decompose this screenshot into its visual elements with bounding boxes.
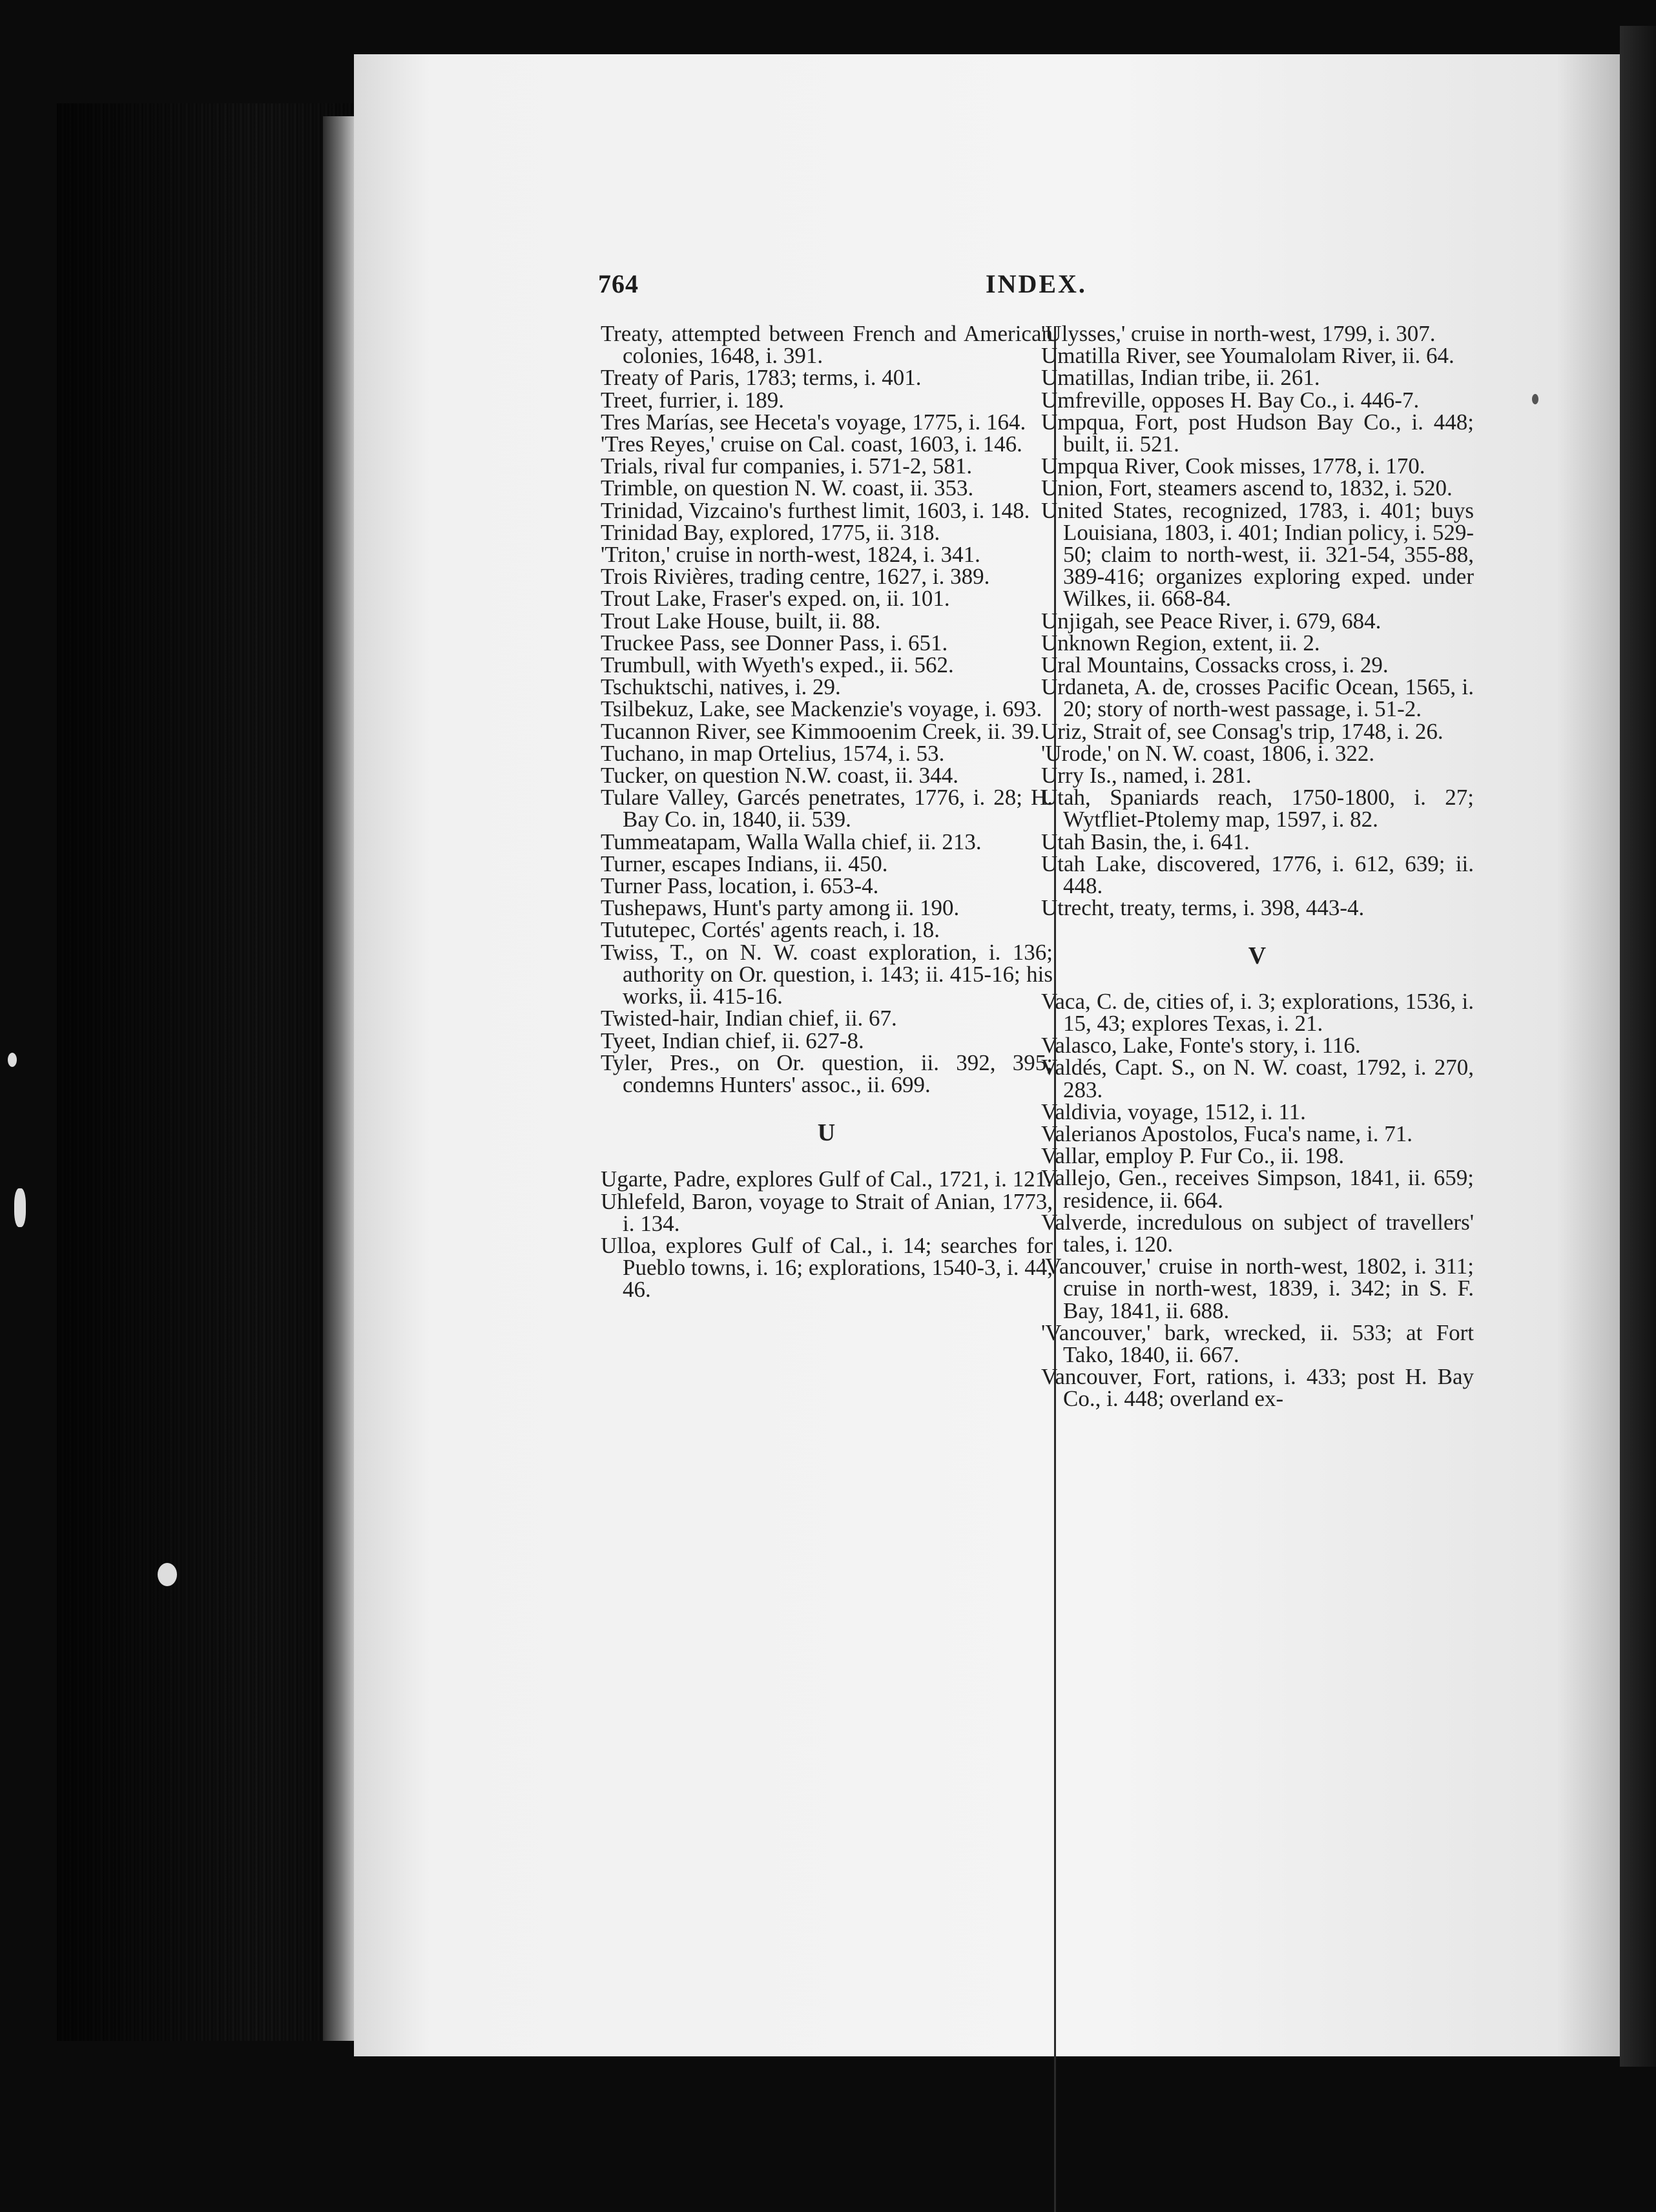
index-entry: Twisted-hair, Indian chief, ii. 67. xyxy=(601,1006,897,1031)
page-header xyxy=(598,269,1412,307)
index-entry: Union, Fort, steamers ascend to, 1832, i. 520. xyxy=(1041,475,1453,501)
index-entry: Turner Pass, location, i. 653-4. xyxy=(601,873,879,899)
index-entry: Trout Lake House, built, ii. 88. xyxy=(601,608,881,634)
entry-list xyxy=(1041,323,1474,919)
index-entry: Valasco, Lake, Fonte's story, i. 116. xyxy=(1041,1033,1361,1059)
entry-list xyxy=(601,1168,1053,1301)
index-entry: Trumbull, with Wyeth's exped., ii. 562. xyxy=(601,652,954,678)
index-entry: Vancouver, Fort, rations, i. 433; post H. Bay Co., i. 448; overland ex- xyxy=(1041,1364,1474,1412)
index-entry: Urdaneta, A. de, crosses Pacific Ocean, 1565, i. 20; story of north-west passage, i. 51-2. xyxy=(1041,674,1474,722)
index-entry: Vallar, employ P. Fur Co., ii. 198. xyxy=(1041,1143,1345,1169)
index-entry: Trials, rival fur companies, i. 571-2, 581. xyxy=(601,453,973,479)
index-entry: 'Tres Reyes,' cruise on Cal. coast, 1603, i. 146. xyxy=(601,431,1022,457)
index-entry: Turner, escapes Indians, ii. 450. xyxy=(601,851,888,876)
index-entry: Tres Marías, see Heceta's voyage, 1775, i. 164. xyxy=(601,409,1026,435)
index-entry: Trout Lake, Fraser's exped. on, ii. 101. xyxy=(601,586,950,612)
index-entry: Valdés, Capt. S., on N. W. coast, 1792, i. 270, 283. xyxy=(1041,1055,1474,1102)
index-entry: Utah Lake, discovered, 1776, i. 612, 639; ii. 448. xyxy=(1041,851,1474,899)
page-number: 764 xyxy=(598,269,639,298)
scan-speck xyxy=(1532,394,1538,404)
index-entry: Valverde, incredulous on subject of travellers' tales, i. 120. xyxy=(1041,1209,1474,1257)
index-entry: Utah, Spaniards reach, 1750-1800, i. 27; Wytfliet-Ptolemy map, 1597, i. 82. xyxy=(1041,785,1474,832)
index-column-left xyxy=(601,323,1053,1301)
index-entry: 'Vancouver,' bark, wrecked, ii. 533; at Fort Tako, 1840, ii. 667. xyxy=(1041,1319,1474,1367)
index-entry: Treaty, attempted between French and American colonies, 1648, i. 391. xyxy=(601,321,1053,369)
index-entry: Tschuktschi, natives, i. 29. xyxy=(601,674,841,700)
entry-list xyxy=(1041,988,1474,1412)
index-entry: 'Triton,' cruise in north-west, 1824, i. 341. xyxy=(601,542,980,568)
section-letter-u: U xyxy=(817,1119,836,1147)
index-entry: Umatilla River, see Youmalolam River, ii. 64. xyxy=(1041,343,1454,369)
index-entry: Tyler, Pres., on Or. question, ii. 392, 395; condemns Hunters' assoc., ii. 699. xyxy=(601,1049,1053,1097)
index-entry: Urry Is., named, i. 281. xyxy=(1041,763,1252,789)
index-entry: Umatillas, Indian tribe, ii. 261. xyxy=(1041,365,1320,391)
scan-speck xyxy=(14,1188,26,1227)
index-entry: Tsilbekuz, Lake, see Mackenzie's voyage, i. 693. xyxy=(601,696,1042,722)
right-scan-border xyxy=(1620,26,1656,2067)
index-entry: Tummeatapam, Walla Walla chief, ii. 213. xyxy=(601,829,982,854)
scan-speck xyxy=(8,1053,17,1067)
page-fold-shadow xyxy=(323,116,354,2041)
index-entry: Ural Mountains, Cossacks cross, i. 29. xyxy=(1041,652,1389,678)
index-entry: Tututepec, Cortés' agents reach, i. 18. xyxy=(601,917,940,943)
index-entry: 'Ulysses,' cruise in north-west, 1799, i. 307. xyxy=(1041,321,1436,346)
scan-speck xyxy=(158,1563,177,1586)
index-entry: Trois Rivières, trading centre, 1627, i. 389. xyxy=(601,564,990,590)
index-entry: Vallejo, Gen., receives Simpson, 1841, ii. 659; residence, ii. 664. xyxy=(1041,1165,1474,1213)
index-entry: Ugarte, Padre, explores Gulf of Cal., 1721, i. 121. xyxy=(601,1166,1052,1192)
entry-list xyxy=(601,323,1053,1096)
index-entry: Unjigah, see Peace River, i. 679, 684. xyxy=(1041,608,1382,634)
index-entry: Unknown Region, extent, ii. 2. xyxy=(1041,630,1320,656)
index-entry: Valerianos Apostolos, Fuca's name, i. 71. xyxy=(1041,1121,1413,1146)
index-entry: Truckee Pass, see Donner Pass, i. 651. xyxy=(601,630,948,656)
index-entry: Tulare Valley, Garcés penetrates, 1776, i. 28; H. Bay Co. in, 1840, ii. 539. xyxy=(601,785,1053,832)
index-entry: Trimble, on question N. W. coast, ii. 353. xyxy=(601,475,974,501)
index-entry: Tushepaws, Hunt's party among ii. 190. xyxy=(601,895,960,921)
index-entry: Treaty of Paris, 1783; terms, i. 401. xyxy=(601,365,922,391)
index-entry: Trinidad Bay, explored, 1775, ii. 318. xyxy=(601,519,940,545)
index-entry: Ulloa, explores Gulf of Cal., i. 14; searches for Pueblo towns, i. 16; explorations, 1540-3, i. 44, 46. xyxy=(601,1232,1053,1303)
index-entry: Vaca, C. de, cities of, i. 3; explorations, 1536, i. 15, 43; explores Texas, i. 21. xyxy=(1041,988,1474,1036)
index-entry: Trinidad, Vizcaino's furthest limit, 1603, i. 148. xyxy=(601,497,1030,523)
running-head: INDEX. xyxy=(986,269,1087,298)
index-entry: United States, recognized, 1783, i. 401; buys Louisiana, 1803, i. 401; Indian policy, i. 529-50; claim to north-west, ii. 321-54, 355-88, 389-416; organizes exploring exped. under Wilkes, ii. 668-84. xyxy=(1041,497,1474,612)
index-entry: Treet, furrier, i. 189. xyxy=(601,387,785,413)
index-entry: Uriz, Strait of, see Consag's trip, 1748, i. 26. xyxy=(1041,718,1444,744)
index-entry: Umpqua, Fort, post Hudson Bay Co., i. 448; built, ii. 521. xyxy=(1041,409,1474,457)
index-entry: Twiss, T., on N. W. coast exploration, i. 136; authority on Or. question, i. 143; ii. 415-16; his works, ii. 415-16. xyxy=(601,939,1053,1009)
index-entry: Utrecht, treaty, terms, i. 398, 443-4. xyxy=(1041,895,1365,921)
index-entry: Umpqua River, Cook misses, 1778, i. 170. xyxy=(1041,453,1425,479)
index-column-right xyxy=(1041,323,1474,1411)
index-entry: Umfreville, opposes H. Bay Co., i. 446-7. xyxy=(1041,387,1420,413)
book-edge xyxy=(57,103,354,2041)
index-entry: Tyeet, Indian chief, ii. 627-8. xyxy=(601,1028,864,1053)
index-entry: Tucannon River, see Kimmooenim Creek, ii. 39. xyxy=(601,718,1040,744)
index-entry: 'Vancouver,' cruise in north-west, 1802, i. 311; cruise in north-west, 1839, i. 342; in S. F. Bay, 1841, ii. 688. xyxy=(1041,1254,1474,1323)
index-entry: Tucker, on question N.W. coast, ii. 344. xyxy=(601,763,959,789)
index-entry: Valdivia, voyage, 1512, i. 11. xyxy=(1041,1099,1306,1124)
index-entry: Tuchano, in map Ortelius, 1574, i. 53. xyxy=(601,740,945,766)
section-letter-v: V xyxy=(1248,942,1267,970)
index-entry: Utah Basin, the, i. 641. xyxy=(1041,829,1250,854)
index-entry: Uhlefeld, Baron, voyage to Strait of Anian, 1773, i. 134. xyxy=(601,1188,1053,1236)
index-entry: 'Urode,' on N. W. coast, 1806, i. 322. xyxy=(1041,740,1375,766)
